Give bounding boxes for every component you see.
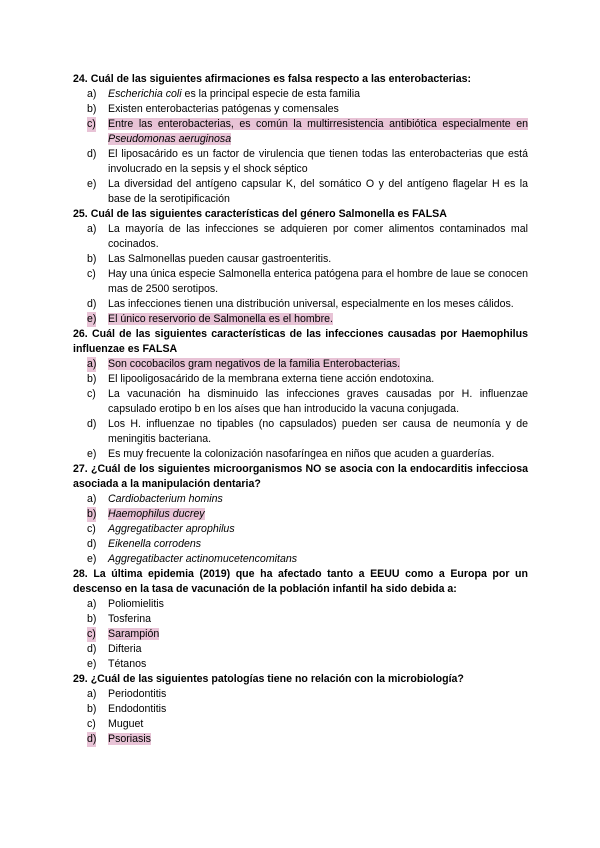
question-28 (73, 567, 528, 597)
question-text: Cuál de las siguientes características del género Salmonella es FALSA (90, 208, 447, 220)
option-27-c: c) Aggregatibacter aprophilus (87, 523, 235, 535)
question-26 (73, 327, 528, 357)
question-29 (73, 672, 528, 687)
option-29-c: c) Muguet (87, 718, 144, 730)
option-27-b: b) Haemophilus ducrey (87, 508, 205, 520)
question-number: 26. (73, 328, 88, 340)
question-text: Cuál de las siguientes características de las infecciones causadas por Haemophilus influenzae es FALSA (73, 328, 528, 355)
option-26-d: d) Los H. influenzae no tipables (no capsulados) pueden ser causa de neumonía y de meningitis bacteriana. (87, 418, 528, 445)
question-number: 28. (73, 568, 88, 580)
option-25-d: d) Las infecciones tienen una distribución universal, especialmente en los meses cálidos. (87, 298, 514, 310)
question-25 (73, 207, 528, 222)
option-29-b: b) Endodontitis (87, 703, 167, 715)
option-28-e: e) Tétanos (87, 658, 147, 670)
option-24-b: b) Existen enterobacterias patógenas y comensales (87, 103, 339, 115)
options-29 (73, 687, 528, 747)
question-list (73, 72, 528, 747)
option-25-e: e) El único reservorio de Salmonella es el hombre. (87, 313, 333, 325)
question-number: 25. (73, 208, 88, 220)
option-26-c: c) La vacunación ha disminuido las infecciones graves causadas por H. influenzae capsulado erotipo b en los aíses que han introducido la vacuna conjugada. (87, 388, 528, 415)
option-28-c: c) Sarampión (87, 628, 160, 640)
question-number: 27. (73, 463, 88, 475)
question-27 (73, 462, 528, 492)
option-27-d: d) Eikenella corrodens (87, 538, 202, 550)
option-26-e: e) Es muy frecuente la colonización nasofaríngea en niños que acuden a guarderías. (87, 448, 495, 460)
options-24 (73, 87, 528, 207)
option-28-b: b) Tosferina (87, 613, 151, 625)
option-29-a: a) Periodontitis (87, 688, 167, 700)
question-number: 24. (73, 73, 88, 85)
options-26 (73, 357, 528, 462)
option-29-d: d) Psoriasis (87, 733, 151, 745)
question-text: La última epidemia (2019) que ha afectado tanto a EEUU como a Europa por un descenso en la tasa de vacunación de la población infantil ha sido debida a: (73, 568, 528, 595)
option-27-e: e) Aggregatibacter actinomucetencomitans (87, 553, 298, 565)
option-24-a: a) Escherichia coli es la principal especie de esta familia (87, 88, 361, 100)
question-number: 29. (73, 673, 88, 685)
option-24-c: c) Entre las enterobacterias, es común la multirresistencia antibiótica especialmente en Pseudomonas aeruginosa (87, 118, 528, 145)
option-26-b: b) El lipooligosacárido de la membrana externa tiene acción endotoxina. (87, 373, 435, 385)
option-25-c: c) Hay una única especie Salmonella enterica patógena para el hombre de laue se conocen mas de 2500 serotipos. (87, 268, 528, 295)
option-28-d: d) Difteria (87, 643, 142, 655)
question-24 (73, 72, 528, 87)
option-25-b: b) Las Salmonellas pueden causar gastroenteritis. (87, 253, 332, 265)
option-28-a: a) Poliomielitis (87, 598, 164, 610)
option-27-a: a) Cardiobacterium homins (87, 493, 223, 505)
options-28 (73, 597, 528, 672)
question-text: ¿Cuál de las siguientes patologías tiene no relación con la microbiología? (90, 673, 464, 685)
option-24-d: d) El liposacárido es un factor de virulencia que tienen todas las enterobacterias que está involucrado en la sepsis y el shock séptico (87, 148, 528, 175)
options-27 (73, 492, 528, 567)
option-26-a: a) Son cocobacilos gram negativos de la familia Enterobacterias. (87, 358, 401, 370)
option-24-e: e) La diversidad del antígeno capsular K, del somático O y del antígeno flagelar H es la base de la serotipificación (87, 178, 528, 205)
question-text: Cuál de las siguientes afirmaciones es falsa respecto a las enterobacterias: (90, 73, 472, 85)
option-25-a: a) La mayoría de las infecciones se adquieren por comer alimentos contaminados mal cocinados. (87, 223, 528, 250)
question-text: ¿Cuál de los siguientes microorganismos NO se asocia con la endocarditis infecciosa asociada a la manipulación dentaria? (73, 463, 528, 490)
options-25 (73, 222, 528, 327)
